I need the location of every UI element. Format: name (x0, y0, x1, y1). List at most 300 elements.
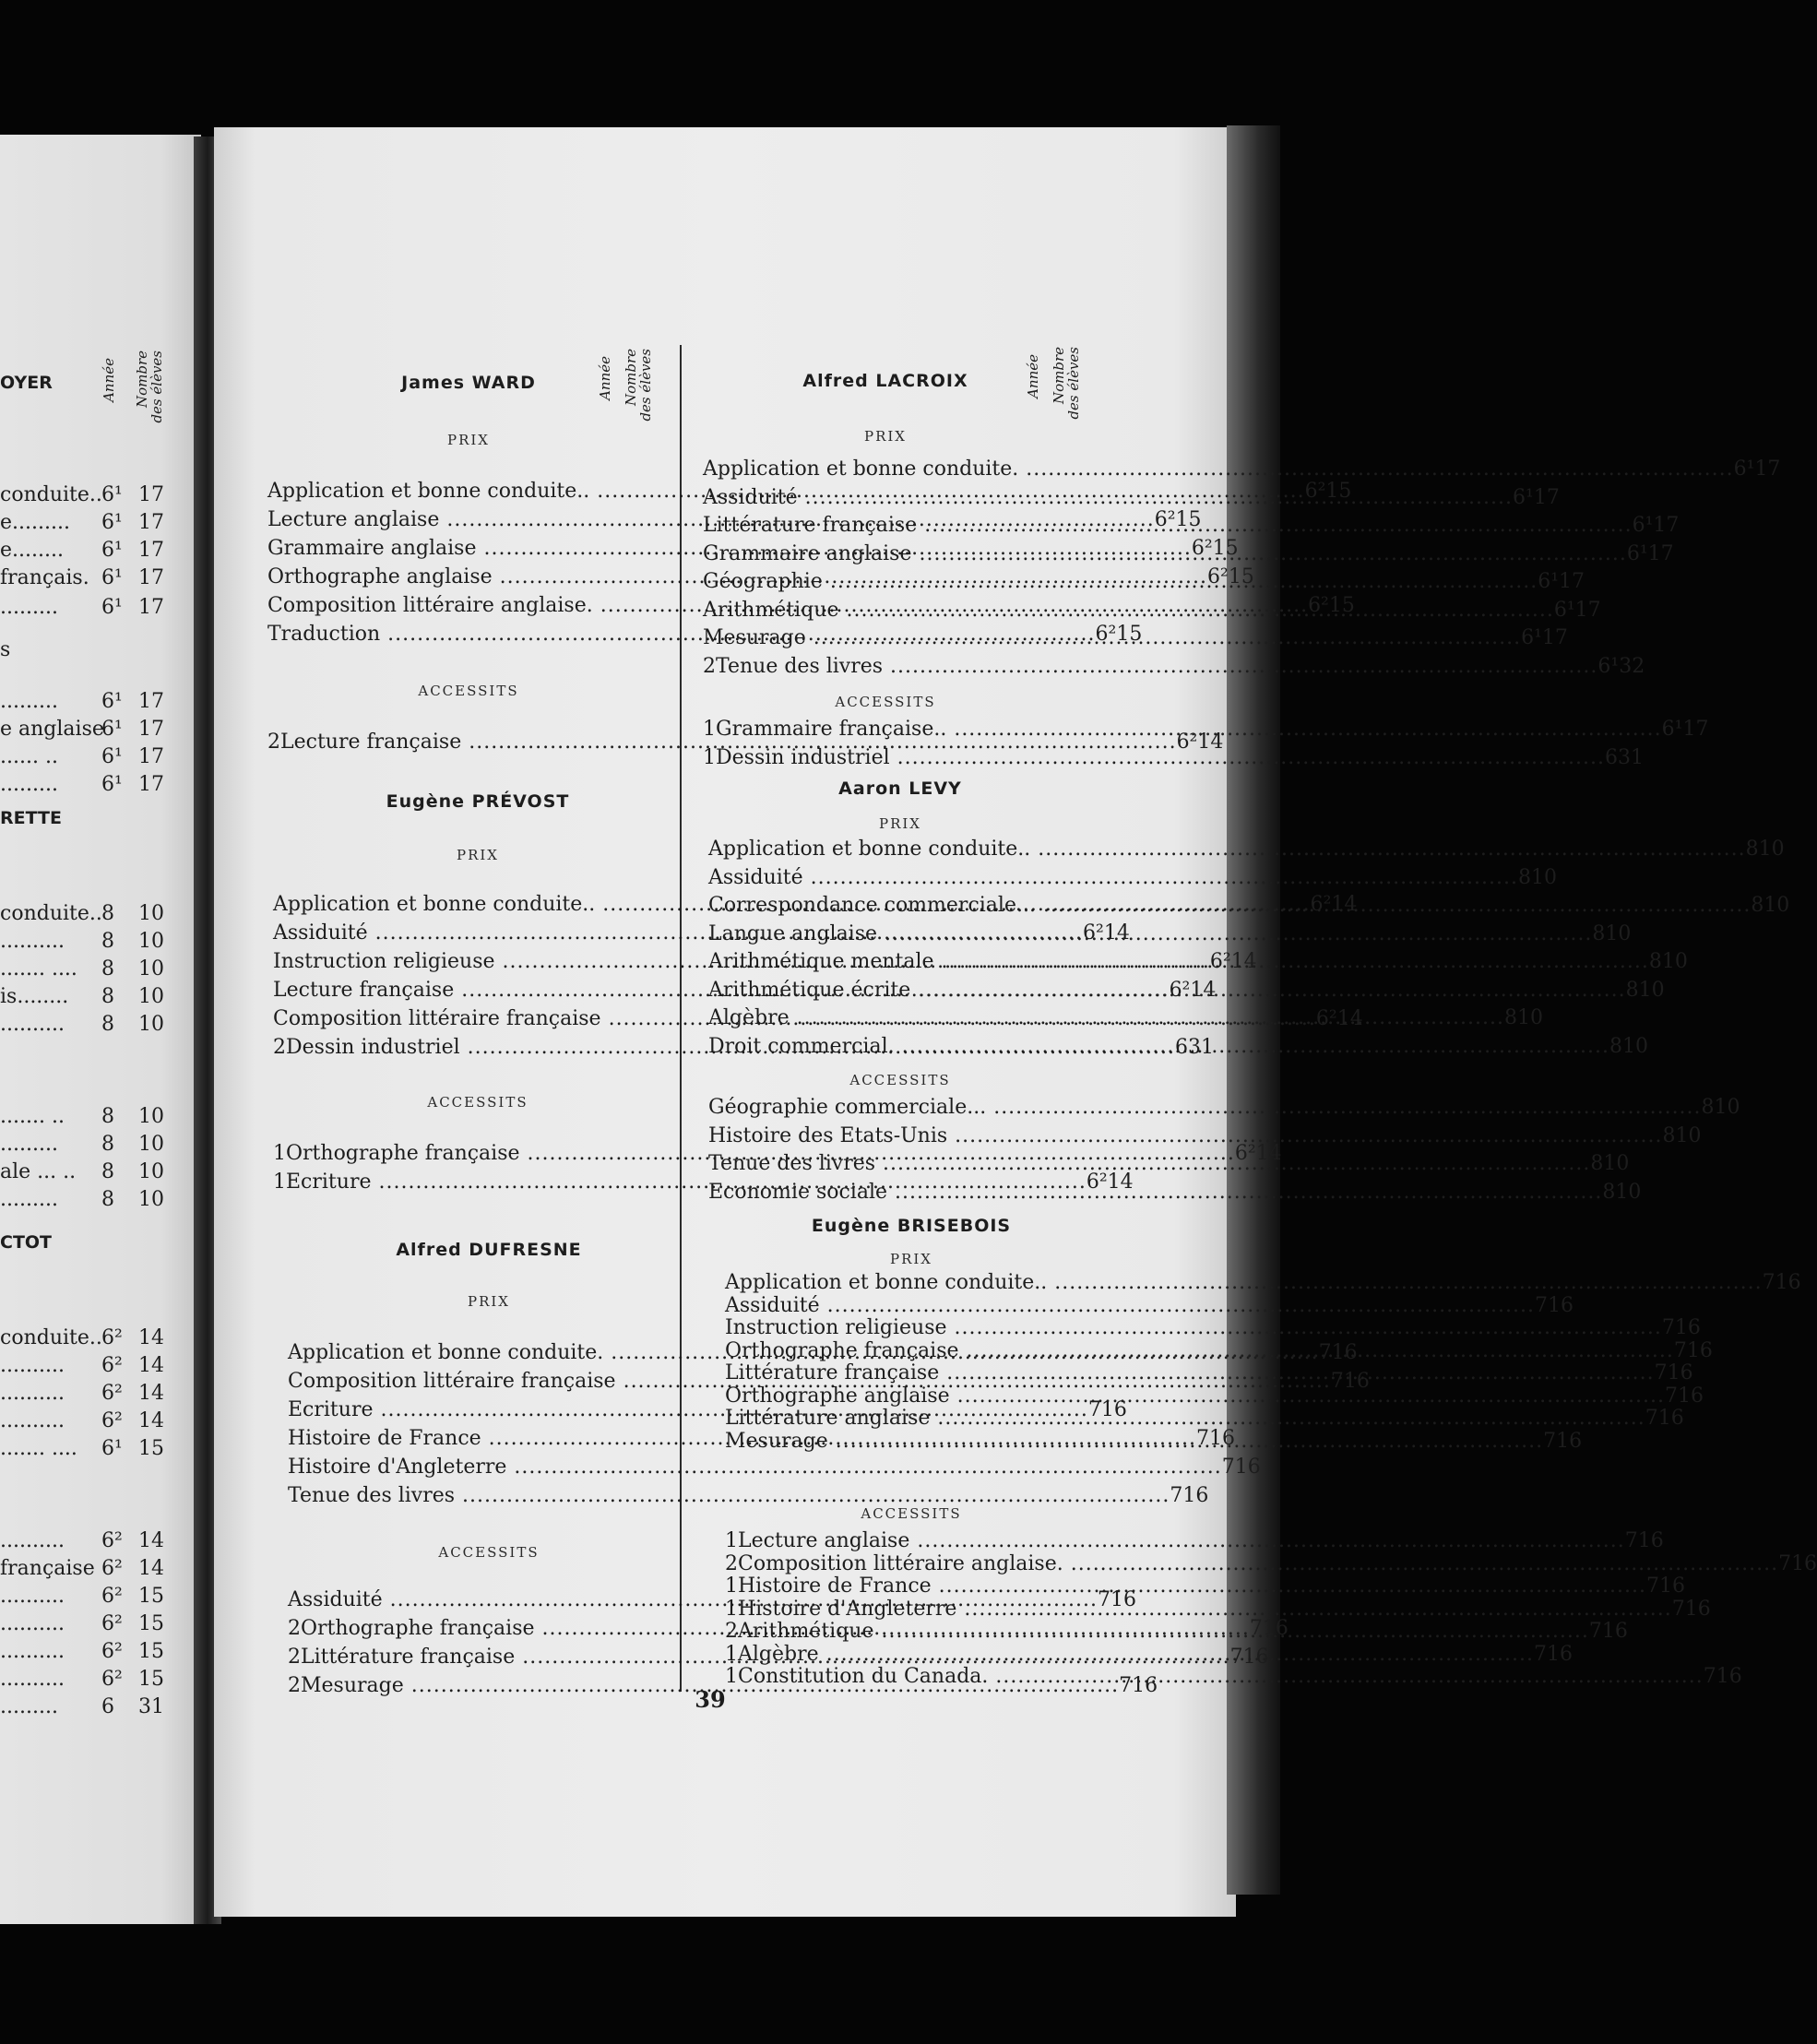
subject-name: Mesurage ..... (703, 624, 1521, 652)
student-count: 10 (1638, 978, 1665, 1002)
previous-page-count: 10 (138, 1160, 164, 1183)
previous-page-text-fragment: ......... (0, 1188, 58, 1211)
year-value: 7 (1330, 1370, 1344, 1393)
previous-page-year: 8 (101, 985, 114, 1008)
student-count: 10 (1621, 1034, 1648, 1058)
year-value: 8 (1625, 978, 1639, 1002)
column-header-nombre: Nombre (1051, 347, 1067, 405)
year-value: 7 (1098, 1588, 1110, 1611)
rank-number: 1 (273, 1171, 286, 1194)
student-count: 14 (1107, 1171, 1134, 1194)
subject-name: Application et bonne conduite.. ..... (725, 1269, 1763, 1297)
student-count: 16 (1637, 1529, 1664, 1552)
rank-number: 2 (273, 1036, 286, 1059)
year-value: 7 (1535, 1293, 1548, 1317)
previous-page-count: 17 (138, 773, 164, 796)
previous-page-count: 10 (138, 902, 164, 925)
subject-name: Orthographe anglaise ..... (725, 1383, 1665, 1410)
student-count: 16 (1678, 1384, 1704, 1408)
student-count: 16 (1674, 1316, 1701, 1339)
year-value: 8 (1701, 1096, 1715, 1119)
subject-name: Composition littéraire anglaise. ..... (738, 1551, 1778, 1578)
year-value: 7 (1196, 1427, 1210, 1450)
year-value: 6¹ (1626, 541, 1648, 565)
subject-name: Littérature française ..... (301, 1644, 1230, 1671)
year-value: 8 (1592, 921, 1606, 945)
subject-name: Histoire de France ..... (288, 1425, 1196, 1453)
previous-page-text-fragment: ...... .. (0, 745, 58, 768)
section-accessits-label: ACCESSITS (861, 1505, 962, 1522)
previous-page-text-fragment: ....... .. (0, 1105, 65, 1128)
column-header-nombre: Nombre (623, 349, 639, 407)
previous-page-count: 17 (138, 539, 164, 562)
previous-page-text-fragment: ......... (0, 1695, 58, 1718)
section-accessits-label: ACCESSITS (849, 1072, 951, 1088)
student-count: 17 (1533, 485, 1560, 509)
subject-name: Traduction ..... (267, 621, 1096, 648)
subject-name: Lecture française ..... (280, 729, 1177, 756)
subject-name: Mesurage ..... (725, 1428, 1543, 1456)
section-prix-label: PRIX (468, 1293, 510, 1310)
student-count: 10 (1615, 1180, 1642, 1204)
year-value: 6² (1310, 893, 1332, 916)
student-name: Aaron LEVY (838, 778, 962, 799)
subject-name: Instruction religieuse ..... (273, 948, 1210, 976)
student-name: Alfred LACROIX (802, 371, 968, 391)
year-value: 7 (1170, 1484, 1183, 1507)
subject-name: Histoire des Etats-Unis ..... (708, 1123, 1663, 1150)
rank-number: 1 (725, 1642, 738, 1666)
year-value: 6² (1169, 979, 1191, 1002)
student-count: 16 (1262, 1617, 1289, 1640)
previous-page-year: 6¹ (101, 745, 123, 768)
student-count: 16 (1343, 1370, 1370, 1393)
previous-page-text-fragment: conduite.. (0, 1326, 102, 1349)
student-count: 17 (1682, 718, 1709, 741)
previous-page-year: 6² (101, 1612, 123, 1635)
student-count: 16 (1659, 1575, 1686, 1598)
previous-page-count: 14 (138, 1354, 164, 1377)
previous-page-year: 6² (101, 1585, 123, 1608)
subject-name: Assiduité ..... (273, 920, 1083, 947)
previous-page-year: 6¹ (101, 566, 123, 589)
student-count: 15 (1228, 565, 1254, 588)
year-value: 6 (1604, 745, 1618, 769)
subject-name: Application et bonne conduite.. ..... (708, 836, 1746, 863)
previous-page-count: 14 (138, 1326, 164, 1349)
previous-page-count: 14 (138, 1557, 164, 1580)
student-count: 16 (1684, 1597, 1711, 1621)
year-value: 7 (1087, 1398, 1101, 1421)
subject-name: Orthographe française ..... (286, 1140, 1235, 1168)
year-value: 8 (1518, 865, 1531, 889)
student-count: 15 (1116, 623, 1143, 646)
student-count: 14 (1190, 979, 1217, 1002)
year-value: 7 (1318, 1341, 1332, 1364)
year-value: 7 (1221, 1456, 1235, 1479)
year-value: 6¹ (1661, 718, 1683, 741)
previous-page-year: 6¹ (101, 718, 123, 741)
student-count: 10 (1758, 838, 1785, 861)
previous-page-count: 10 (138, 1133, 164, 1156)
student-count: 31 (1617, 745, 1644, 769)
subject-name: Constitution du Canada. ..... (738, 1663, 1704, 1691)
year-value: 7 (1654, 1361, 1668, 1384)
previous-page-year: 6² (101, 1382, 123, 1405)
student-count: 10 (1675, 1123, 1702, 1147)
subject-name: Mesurage ..... (301, 1672, 1119, 1700)
student-count: 17 (1653, 514, 1680, 537)
previous-page-count: 31 (138, 1695, 164, 1718)
award-row (703, 456, 1781, 483)
previous-page-year: 6¹ (101, 539, 123, 562)
subject-name: Littérature française ..... (725, 1360, 1655, 1387)
year-value: 6¹ (1733, 458, 1755, 481)
previous-page-text-fragment: ......... (0, 690, 58, 713)
year-value: 7 (1119, 1674, 1133, 1697)
year-value: 7 (1645, 1407, 1658, 1430)
year-value: 7 (1249, 1617, 1263, 1640)
subject-name: Arithmétique ..... (738, 1618, 1589, 1646)
student-name: Alfred DUFRESNE (396, 1240, 582, 1260)
subject-name: Ecriture ..... (288, 1396, 1088, 1424)
previous-page-header-nombre: Nombre (134, 351, 150, 409)
award-row (725, 1663, 1742, 1691)
student-count: 14 (1255, 1142, 1282, 1165)
previous-page-text-fragment: française (0, 1557, 95, 1580)
student-count: 16 (1667, 1361, 1693, 1384)
rank-number: 1 (703, 718, 716, 741)
student-count: 16 (1686, 1338, 1713, 1362)
section-accessits-label: ACCESSITS (835, 694, 936, 710)
previous-page-count: 10 (138, 985, 164, 1008)
subject-name: Arithmétique mentale ..... (708, 948, 1649, 976)
year-value: 7 (1703, 1665, 1716, 1688)
year-value: 8 (1609, 1034, 1622, 1058)
previous-page-count: 15 (138, 1612, 164, 1635)
student-count: 16 (1791, 1551, 1817, 1575)
previous-page-count: 15 (138, 1437, 164, 1460)
subject-name: Histoire d'Angleterre ..... (288, 1454, 1222, 1481)
previous-page-text-fragment: ale ... .. (0, 1160, 77, 1183)
subject-name: Composition littéraire française ..... (273, 1005, 1316, 1033)
student-count: 16 (1716, 1665, 1742, 1688)
award-row (708, 864, 1557, 892)
subject-name: Droit commercial. ..... (708, 1033, 1609, 1061)
rank-number: 1 (703, 745, 716, 769)
subject-name: Langue anglaise ..... (708, 921, 1592, 948)
year-value: 8 (1751, 894, 1764, 917)
subject-name: Dessin industriel ..... (286, 1034, 1175, 1062)
student-count: 31 (1187, 1036, 1214, 1059)
previous-page-text-fragment: .......... (0, 1409, 65, 1432)
previous-page-text-fragment: français. (0, 566, 89, 589)
previous-page-count: 10 (138, 930, 164, 953)
subject-name: Orthographe anglaise ..... (267, 564, 1207, 591)
previous-page-year: 6² (101, 1668, 123, 1691)
subject-name: Composition littéraire anglaise. ..... (267, 592, 1308, 620)
year-value: 7 (1762, 1271, 1775, 1294)
award-row (267, 535, 1239, 563)
student-count: 15 (1212, 537, 1239, 560)
column-header-des-eleves: des élèves (637, 349, 654, 422)
year-value: 7 (1665, 1384, 1678, 1408)
year-value: 7 (1588, 1620, 1602, 1643)
previous-page-count: 14 (138, 1382, 164, 1405)
student-count: 17 (1754, 458, 1781, 481)
student-count: 14 (1331, 893, 1358, 916)
rank-number: 1 (273, 1142, 286, 1165)
previous-page-count: 10 (138, 1013, 164, 1036)
section-prix-label: PRIX (447, 432, 490, 448)
previous-page-count: 17 (138, 718, 164, 741)
year-value: 8 (1602, 1180, 1616, 1204)
previous-page-year: 6² (101, 1409, 123, 1432)
subject-name: Tenue des livres ..... (708, 1150, 1590, 1178)
previous-page-year: 8 (101, 1188, 114, 1211)
award-row (288, 1454, 1261, 1481)
year-value: 6¹ (1521, 626, 1542, 649)
subject-name: Assiduité ..... (288, 1586, 1098, 1614)
subject-name: Histoire de France ..... (738, 1573, 1646, 1600)
student-count: 16 (1331, 1341, 1358, 1364)
student-count: 10 (1764, 894, 1790, 917)
student-name: Eugène PRÉVOST (386, 791, 570, 812)
subject-name: Grammaire française.. ..... (716, 716, 1662, 743)
year-value: 7 (1778, 1551, 1792, 1575)
previous-page-count: 15 (138, 1668, 164, 1691)
student-count: 16 (1100, 1398, 1127, 1421)
previous-page-year: 6² (101, 1529, 123, 1552)
subject-name: Assiduité ..... (703, 484, 1513, 512)
previous-page-year: 8 (101, 930, 114, 953)
student-count: 16 (1209, 1427, 1236, 1450)
subject-name: Ecriture ..... (286, 1169, 1087, 1196)
previous-page-text-fragment: conduite.. (0, 483, 102, 506)
subject-name: Géographie ..... (703, 568, 1538, 596)
previous-page-year: 6¹ (101, 773, 123, 796)
year-value: 6² (1207, 565, 1229, 588)
year-value: 6¹ (1513, 485, 1534, 509)
rank-number: 2 (288, 1617, 301, 1640)
year-value: 7 (1534, 1642, 1547, 1666)
year-value: 6 (1174, 1036, 1188, 1059)
rank-number: 1 (725, 1529, 738, 1552)
year-value: 6¹ (1538, 570, 1560, 593)
rank-number: 2 (267, 731, 280, 754)
subject-name: Algèbre ..... (738, 1641, 1534, 1669)
subject-name: Grammaire anglaise ..... (267, 535, 1192, 563)
year-value: 6² (1191, 537, 1213, 560)
previous-page-text-fragment: e......... (0, 511, 70, 534)
previous-page-count: 10 (138, 1105, 164, 1128)
rank-number: 1 (725, 1665, 738, 1688)
subject-name: Lecture anglaise ..... (738, 1527, 1625, 1555)
year-value: 7 (1673, 1338, 1687, 1362)
previous-page-year: 6¹ (101, 596, 123, 619)
previous-page-text-fragment: s (0, 638, 11, 661)
subject-name: Instruction religieuse ..... (725, 1314, 1662, 1342)
subject-name: Dessin industriel ..... (716, 744, 1605, 772)
year-value: 8 (1662, 1123, 1676, 1147)
year-value: 6¹ (1632, 514, 1654, 537)
subject-name: Littérature anglaise ..... (725, 1405, 1645, 1432)
previous-page-year: 8 (101, 1160, 114, 1183)
rank-number: 2 (725, 1620, 738, 1643)
previous-page-year: 6¹ (101, 1437, 123, 1460)
previous-page-year: 8 (101, 1133, 114, 1156)
award-row (708, 1094, 1740, 1122)
student-count: 17 (1647, 541, 1674, 565)
year-value: 6² (1095, 623, 1117, 646)
award-row (708, 836, 1785, 863)
previous-page-text-fragment: is........ (0, 985, 69, 1008)
student-count: 10 (1531, 865, 1557, 889)
subject-name: Lecture française ..... (273, 977, 1170, 1004)
student-count: 16 (1556, 1429, 1583, 1453)
previous-page-text-fragment: .......... (0, 1640, 65, 1663)
previous-page-text-fragment: .......... (0, 1529, 65, 1552)
previous-page-count: 14 (138, 1529, 164, 1552)
student-count: 17 (1574, 598, 1601, 622)
section-prix-label: PRIX (890, 1251, 932, 1267)
subject-name: Géographie commerciale... ..... (708, 1094, 1702, 1122)
previous-page-text-fragment: e anglaise (0, 718, 104, 741)
subject-name: Application et bonne conduite. ..... (288, 1339, 1319, 1367)
subject-name: Tenue des livres ..... (288, 1482, 1170, 1510)
previous-page-text-fragment: .......... (0, 1354, 65, 1377)
student-count: 10 (1714, 1096, 1740, 1119)
previous-page-year: 6¹ (101, 690, 123, 713)
year-value: 7 (1229, 1646, 1243, 1669)
year-value: 7 (1646, 1575, 1660, 1598)
award-row (288, 1482, 1209, 1510)
previous-page-text-fragment: ......... (0, 596, 58, 619)
student-name: Eugène BRISEBOIS (811, 1216, 1012, 1236)
student-count: 16 (1234, 1456, 1261, 1479)
previous-page-count: 10 (138, 957, 164, 980)
previous-page-header-des-eleves: des élèves (148, 351, 165, 423)
previous-page-year: 6² (101, 1354, 123, 1377)
previous-page-text-fragment: e........ (0, 539, 64, 562)
award-row (708, 1123, 1702, 1150)
student-count: 10 (1603, 1152, 1630, 1175)
page-number: 39 (695, 1686, 726, 1713)
year-value: 6¹ (1597, 654, 1620, 678)
student-count: 10 (1661, 950, 1688, 973)
award-row (725, 1428, 1583, 1456)
previous-page-count: 17 (138, 566, 164, 589)
section-accessits-label: ACCESSITS (427, 1094, 528, 1111)
student-name: James WARD (401, 373, 536, 393)
previous-page-year: 8 (101, 902, 114, 925)
previous-page-year: 6¹ (101, 511, 123, 534)
previous-page-text-fragment: .......... (0, 1668, 65, 1691)
subject-name: Grammaire anglaise ..... (703, 541, 1627, 568)
previous-page-count: 15 (138, 1640, 164, 1663)
year-value: 8 (1504, 1006, 1517, 1029)
rank-number: 2 (288, 1674, 301, 1697)
section-accessits-label: ACCESSITS (438, 1544, 540, 1561)
previous-page-count: 17 (138, 690, 164, 713)
previous-page-count: 10 (138, 1188, 164, 1211)
subject-name: Lecture anglaise ..... (267, 506, 1155, 534)
previous-page-text-fragment: ....... .... (0, 957, 77, 980)
previous-page-year: 6¹ (101, 483, 123, 506)
rank-number: 2 (288, 1646, 301, 1669)
subject-name: Orthographe française ..... (725, 1337, 1674, 1365)
section-prix-label: PRIX (879, 815, 921, 832)
previous-page-header-annee: Année (101, 358, 117, 402)
year-value: 6² (1234, 1142, 1256, 1165)
previous-page-count: 17 (138, 596, 164, 619)
student-count: 15 (1325, 480, 1352, 503)
column-header-annee: Année (597, 356, 613, 400)
previous-page-count: 17 (138, 745, 164, 768)
rank-number: 2 (703, 654, 716, 678)
student-count: 10 (1517, 1006, 1543, 1029)
student-count: 16 (1548, 1293, 1574, 1317)
student-count: 16 (1657, 1407, 1684, 1430)
previous-page-name-fragment: RETTE (0, 808, 62, 828)
subject-name: Application et bonne conduite.. ..... (267, 478, 1305, 505)
previous-page-text-fragment: .......... (0, 1585, 65, 1608)
year-value: 6² (1086, 1171, 1108, 1194)
year-value: 6² (1304, 480, 1326, 503)
subject-name: Littérature française ..... (703, 512, 1633, 540)
subject-name: Algèbre ..... (708, 1004, 1504, 1032)
rank-number: 2 (725, 1551, 738, 1575)
subject-name: Composition littéraire française ..... (288, 1368, 1331, 1396)
previous-page-text-fragment: .......... (0, 1382, 65, 1405)
year-value: 8 (1648, 950, 1662, 973)
subject-name: Correspondance commerciale... ..... (708, 892, 1751, 920)
previous-page-count: 15 (138, 1585, 164, 1608)
year-value: 6² (1308, 594, 1329, 617)
subject-name: Application et bonne conduite.. ..... (273, 891, 1311, 919)
column-header-des-eleves: des élèves (1065, 347, 1082, 420)
student-count: 16 (1132, 1674, 1158, 1697)
previous-page-count: 17 (138, 511, 164, 534)
subject-name: Application et bonne conduite. ..... (703, 456, 1734, 483)
previous-page-text-fragment: ....... .... (0, 1437, 77, 1460)
previous-page-year: 6² (101, 1557, 123, 1580)
student-count: 10 (1605, 921, 1632, 945)
section-prix-label: PRIX (864, 428, 907, 445)
previous-page-text-fragment: ......... (0, 1133, 58, 1156)
student-count: 14 (1103, 921, 1130, 945)
student-count: 16 (1242, 1646, 1269, 1669)
column-header-annee: Année (1025, 354, 1041, 398)
previous-page-year: 8 (101, 1105, 114, 1128)
previous-page-text-fragment: .......... (0, 930, 65, 953)
student-count: 14 (1336, 1007, 1363, 1030)
student-count: 16 (1182, 1484, 1209, 1507)
year-value: 7 (1543, 1429, 1557, 1453)
year-value: 7 (1624, 1529, 1638, 1552)
student-count: 17 (1541, 626, 1568, 649)
year-value: 6² (1315, 1007, 1337, 1030)
subject-name: Economie sociale ..... (708, 1179, 1602, 1206)
subject-name: Orthographe française ..... (301, 1615, 1250, 1643)
year-value: 6² (1083, 921, 1104, 945)
previous-page-count: 14 (138, 1409, 164, 1432)
subject-name: Arithmétique écrite ..... (708, 977, 1626, 1004)
subject-name: Arithmétique ..... (703, 597, 1554, 624)
previous-page-year: 6² (101, 1326, 123, 1349)
subject-name: Assiduité ..... (725, 1292, 1535, 1320)
student-count: 16 (1775, 1271, 1801, 1294)
